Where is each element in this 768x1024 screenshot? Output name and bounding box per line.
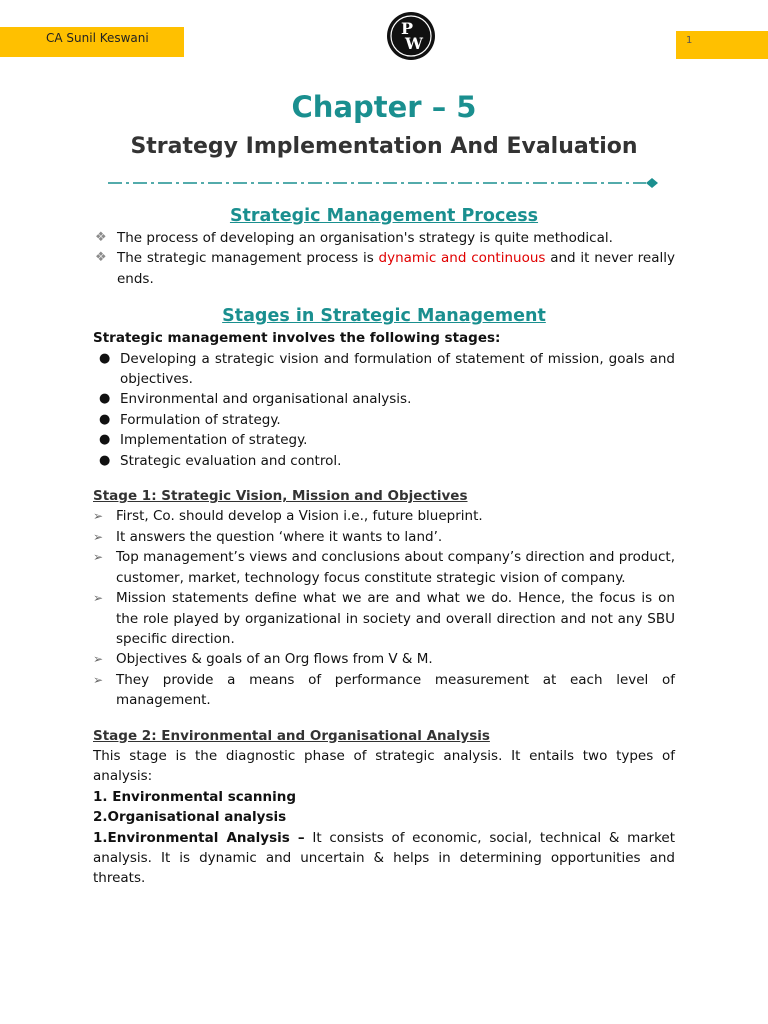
diamond-bullet-icon: ❖ bbox=[95, 230, 107, 245]
header-author-band bbox=[0, 27, 184, 57]
page-content bbox=[93, 204, 675, 889]
list-item: ● Environmental and organisational analysis. bbox=[93, 389, 675, 409]
dot-bullet-icon: ● bbox=[99, 391, 111, 407]
dot-bullet-icon: ● bbox=[99, 432, 111, 448]
arrow-bullet-icon: ➢ bbox=[93, 529, 104, 544]
list-item: ● Developing a strategic vision and formulation of statement of mission, goals and objectives. bbox=[99, 350, 675, 388]
author-name: CA Sunil Keswani bbox=[46, 31, 149, 45]
dot-bullet-icon: ● bbox=[99, 350, 111, 366]
decorative-divider bbox=[108, 176, 658, 190]
pw-logo bbox=[386, 11, 436, 61]
chapter-subtitle: Strategy Implementation And Evaluation bbox=[130, 134, 638, 159]
list-item: ● Formulation of strategy. bbox=[93, 410, 675, 430]
analysis-type-2: 2.Organisational analysis bbox=[93, 809, 287, 826]
stages-list bbox=[93, 349, 675, 471]
chapter-title: Chapter – 5 bbox=[291, 90, 477, 124]
list-item: ➢ First, Co. should develop a Vision i.e., future blueprint. bbox=[93, 506, 675, 526]
list-item: ➢ Top management’s views and conclusions about company’s direction and product, customer, market, technology focus constitute strategic vision of company. bbox=[93, 549, 675, 586]
arrow-bullet-icon: ➢ bbox=[93, 672, 104, 687]
header-page-band bbox=[676, 31, 768, 59]
arrow-bullet-icon: ➢ bbox=[93, 509, 104, 524]
environmental-analysis-label: 1.Environmental Analysis – bbox=[93, 829, 305, 846]
list-item: ● Implementation of strategy. bbox=[93, 430, 675, 450]
svg-text:W: W bbox=[405, 34, 423, 53]
list-item: ❖ The strategic management process is dynamic and continuous and it never really ends. bbox=[95, 250, 676, 287]
section-heading-stages: Stages in Strategic Management bbox=[222, 306, 546, 327]
analysis-type-1: 1. Environmental scanning bbox=[93, 788, 297, 805]
stage2-intro: This stage is the diagnostic phase of strategic analysis. It entails two types of analysis: bbox=[93, 747, 675, 785]
process-list bbox=[93, 228, 675, 289]
stages-intro: Strategic management involves the following stages: bbox=[93, 330, 501, 347]
svg-text:P: P bbox=[400, 19, 414, 38]
list-item: ➢ Objectives & goals of an Org flows from V & M. bbox=[93, 649, 675, 669]
list-item: ● Strategic evaluation and control. bbox=[93, 451, 675, 471]
arrow-bullet-icon: ➢ bbox=[93, 652, 104, 667]
list-item: ➢ They provide a means of performance measurement at each level of management. bbox=[93, 671, 675, 709]
dot-bullet-icon: ● bbox=[99, 452, 111, 468]
section-heading-process: Strategic Management Process bbox=[229, 206, 539, 226]
list-item: ➢ It answers the question ‘where it wants to land’. bbox=[93, 527, 675, 547]
arrow-bullet-icon: ➢ bbox=[93, 591, 104, 606]
page-number: 1 bbox=[686, 35, 693, 46]
diamond-bullet-icon: ❖ bbox=[95, 250, 107, 266]
dot-bullet-icon: ● bbox=[99, 411, 111, 427]
environmental-analysis-paragraph: 1.Environmental Analysis – It consists of economic, social, technical & market analysis. It is dynamic and uncertain & helps in determining opportunities and threats. bbox=[93, 829, 676, 887]
list-item: ❖ The process of developing an organisation's strategy is quite methodical. bbox=[93, 228, 675, 248]
arrow-bullet-icon: ➢ bbox=[93, 550, 104, 565]
stage1-heading: Stage 1: Strategic Vision, Mission and Objectives bbox=[93, 488, 468, 505]
highlighted-text: dynamic and continuous bbox=[378, 250, 546, 267]
list-item: ➢ Mission statements define what we are and what we do. Hence, the focus is on the role played by organizational in society and overall direction and not any SBU specific direction. bbox=[93, 590, 675, 647]
stage2-heading: Stage 2: Environmental and Organisational Analysis bbox=[93, 727, 490, 744]
stage1-list bbox=[93, 506, 675, 710]
